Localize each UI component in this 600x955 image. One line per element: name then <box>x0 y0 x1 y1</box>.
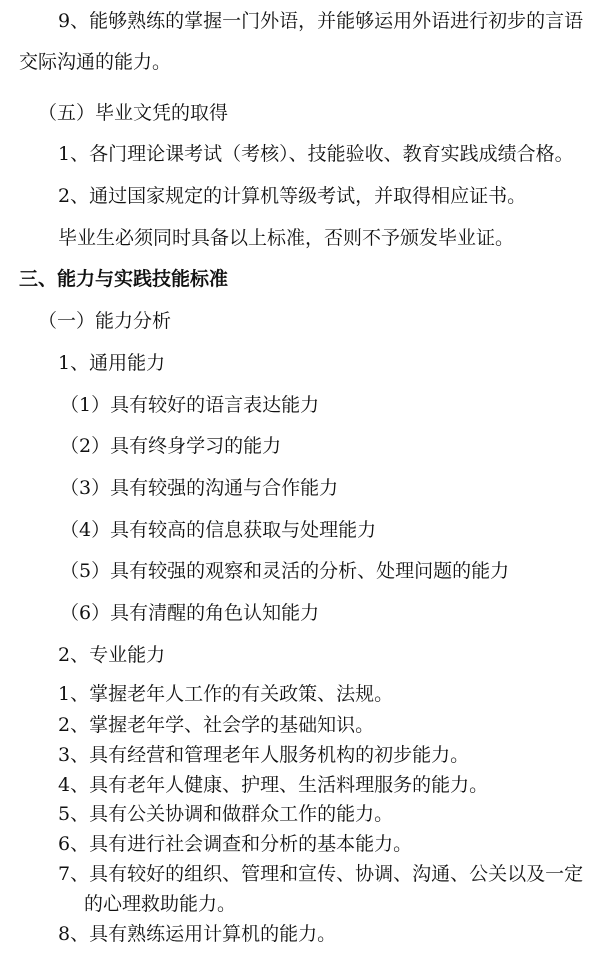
list-item: 1、各门理论课考试（考核）、技能验收、教育实践成绩合格。 <box>58 143 574 165</box>
subsection-heading: 2、专业能力 <box>58 644 166 666</box>
list-item-continuation: 的心理救助能力。 <box>84 893 237 915</box>
list-item: 4、具有老年人健康、护理、生活料理服务的能力。 <box>58 774 489 796</box>
paragraph-line: 毕业生必须同时具备以上标准，否则不予颁发毕业证。 <box>58 227 515 249</box>
list-item: 6、具有进行社会调查和分析的基本能力。 <box>58 833 413 855</box>
list-item: 5、具有公关协调和做群众工作的能力。 <box>58 803 394 825</box>
list-item: （3）具有较强的沟通与合作能力 <box>60 477 339 499</box>
section-heading: （一）能力分析 <box>38 310 172 332</box>
list-item: 7、具有较好的组织、管理和宣传、协调、沟通、公关以及一定 <box>58 863 584 885</box>
list-item: 8、具有熟练运用计算机的能力。 <box>58 923 337 945</box>
list-item: （5）具有较强的观察和灵活的分析、处理问题的能力 <box>60 560 510 582</box>
paragraph-line: 交际沟通的能力。 <box>19 51 172 73</box>
chapter-heading: 三、能力与实践技能标准 <box>19 268 229 290</box>
list-item: 2、掌握老年学、社会学的基础知识。 <box>58 714 375 736</box>
list-item: 2、通过国家规定的计算机等级考试，并取得相应证书。 <box>58 185 527 207</box>
list-item: （4）具有较高的信息获取与处理能力 <box>60 519 377 541</box>
list-item: （6）具有清醒的角色认知能力 <box>60 602 320 624</box>
section-heading: （五）毕业文凭的取得 <box>38 102 229 124</box>
list-item: 1、掌握老年人工作的有关政策、法规。 <box>58 683 394 705</box>
list-item: （2）具有终身学习的能力 <box>60 435 282 457</box>
paragraph-line: 9、能够熟练的掌握一门外语，并能够运用外语进行初步的言语 <box>58 10 584 32</box>
list-item: （1）具有较好的语言表达能力 <box>60 394 320 416</box>
subsection-heading: 1、通用能力 <box>58 352 166 374</box>
list-item: 3、具有经营和管理老年人服务机构的初步能力。 <box>58 744 470 766</box>
